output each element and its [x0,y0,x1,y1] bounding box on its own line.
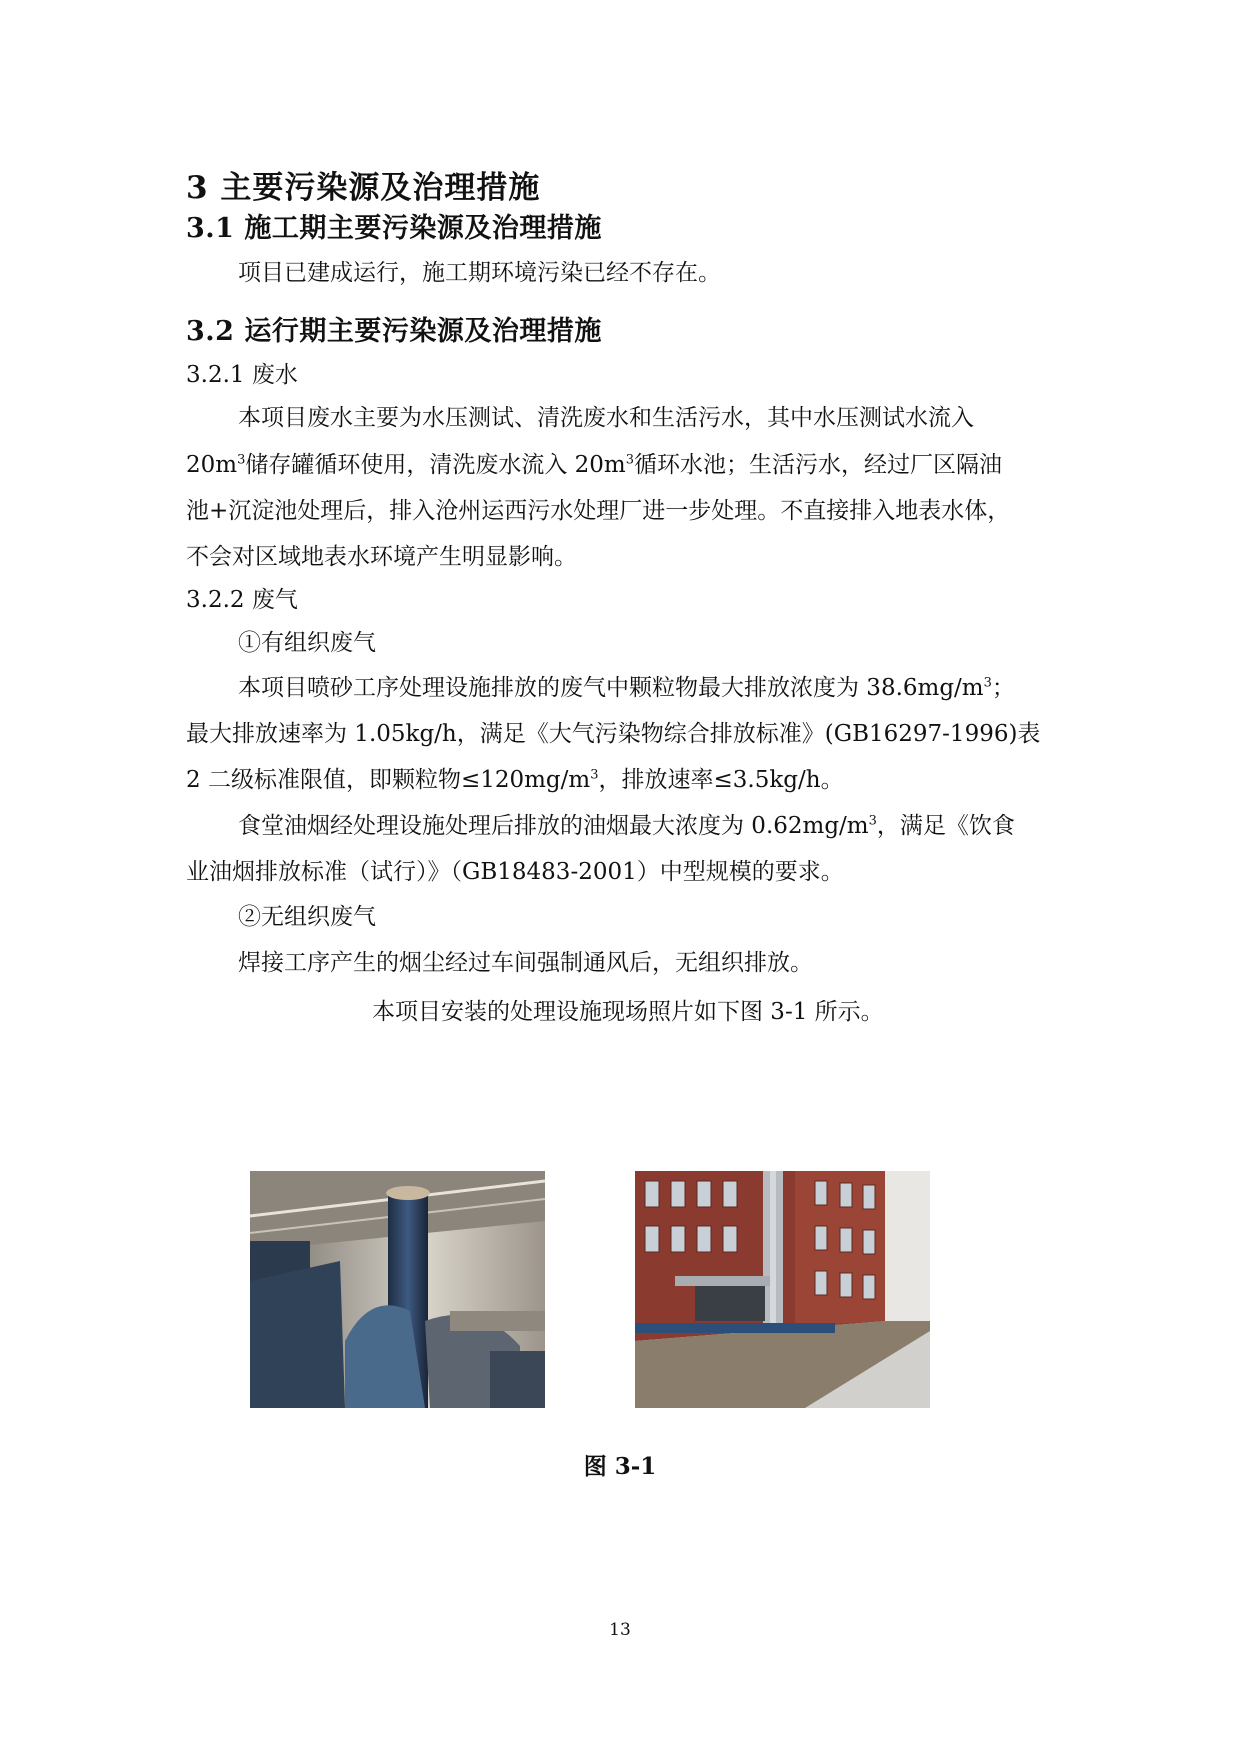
gas-text-3b: ，排放速率≤3.5kg/h。 [598,767,844,793]
gas-line-1 [238,673,1015,703]
wastewater-line-1: 本项目废水主要为水压测试、清洗废水和生活污水，其中水压测试水流入 [238,405,974,431]
gas-line-3 [186,765,844,795]
fume-text-1b: ，满足《饮食 [876,813,1015,839]
wastewater-text-3: 循环水池；生活污水，经过厂区隔油 [634,452,1003,478]
superscript-3: 3 [625,452,635,468]
equipment-photo [250,1171,545,1408]
superscript-3: 3 [983,675,992,691]
wastewater-text-2: 储存罐循环使用，清洗废水流入 20m [245,452,626,478]
gas-text-1b: ； [991,675,1015,701]
superscript-3: 3 [868,813,877,829]
gas-text-1: 本项目喷砂工序处理设施排放的废气中颗粒物最大排放浓度为 38.6mg/m [238,675,984,701]
fume-line-2: 业油烟排放标准（试行）》（GB18483-2001）中型规模的要求。 [186,859,844,885]
wastewater-line-2 [186,450,1002,480]
fume-line-1 [238,811,1015,841]
equipment-photo-image [250,1171,545,1408]
subsection-heading-waste-gas: 3.2.2 废气 [186,587,298,613]
unorganized-gas-heading: ②无组织废气 [238,904,376,930]
building-photo-image [635,1171,930,1408]
wastewater-line-4: 不会对区域地表水环境产生明显影响。 [186,544,577,570]
fume-text-1a: 食堂油烟经处理设施处理后排放的油烟最大浓度为 0.62mg/m [238,813,869,839]
figure-caption: 图 3-1 [583,1453,657,1480]
building-photo [635,1171,930,1408]
section-heading-3-1: 3.1 施工期主要污染源及治理措施 [186,213,602,244]
superscript-3: 3 [590,767,599,783]
page-number: 13 [609,1620,631,1640]
chapter-heading: 3 主要污染源及治理措施 [186,170,541,206]
subsection-heading-wastewater: 3.2.1 废水 [186,362,298,388]
wastewater-line-3: 池+沉淀池处理后，排入沧州运西污水处理厂进一步处理。不直接排入地表水体， [186,498,1011,524]
photo-intro: 本项目安装的处理设施现场照片如下图 3-1 所示。 [372,999,884,1025]
gas-line-2: 最大排放速率为 1.05kg/h，满足《大气污染物综合排放标准》(GB16297-1996)表 [186,721,1041,747]
superscript-3: 3 [237,452,246,468]
paragraph-construction: 项目已建成运行，施工期环境污染已经不存在。 [238,260,721,286]
wastewater-volume-1: 20m [186,452,238,478]
gas-text-3a: 2 二级标准限值，即颗粒物≤120mg/m [186,767,591,793]
organized-gas-heading: ①有组织废气 [238,630,376,656]
section-heading-3-2: 3.2 运行期主要污染源及治理措施 [186,316,602,347]
welding-paragraph: 焊接工序产生的烟尘经过车间强制通风后，无组织排放。 [238,950,813,976]
